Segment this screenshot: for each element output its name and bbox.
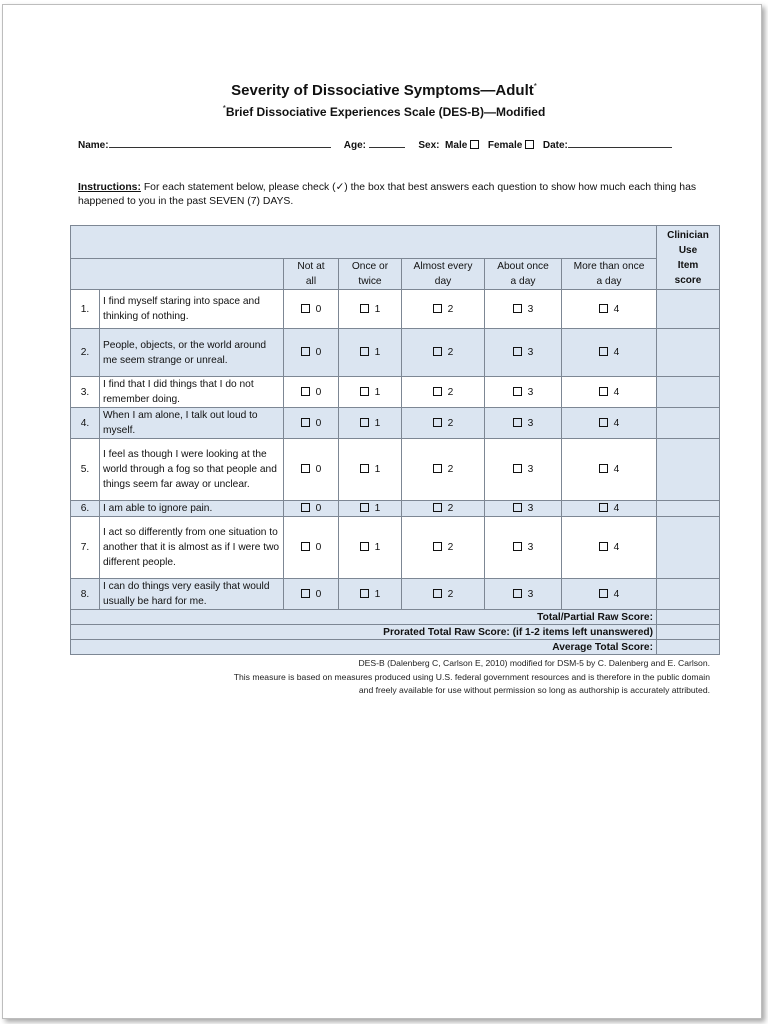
table-row — [71, 501, 720, 517]
clinician-header: Clinician Use Item score — [657, 226, 720, 290]
table-row — [71, 517, 720, 579]
option-value: 2 — [447, 386, 454, 398]
option-value: 3 — [527, 464, 534, 475]
title-footnote-mark: * — [533, 82, 537, 91]
column-header: Almost every day — [402, 259, 485, 290]
option-value: 0 — [315, 347, 322, 358]
option-value: 4 — [613, 303, 620, 315]
female-label: Female — [487, 140, 523, 151]
header-top-band — [71, 226, 657, 259]
item-statement: When I am alone, I talk out loud to myself. — [100, 408, 284, 439]
response-option[interactable] — [485, 377, 562, 408]
checkbox-icon[interactable] — [433, 589, 442, 598]
table-row — [71, 439, 720, 501]
response-option[interactable] — [339, 329, 402, 377]
checkbox-icon[interactable] — [513, 503, 522, 512]
subtitle-footnote-mark: * — [222, 104, 226, 113]
response-option[interactable] — [402, 439, 485, 501]
option-value: 1 — [374, 347, 381, 358]
response-option[interactable] — [485, 329, 562, 377]
item-number: 1. — [71, 290, 100, 329]
score-cell[interactable] — [657, 625, 720, 640]
item-number: 3. — [71, 377, 100, 408]
item-statement: I feel as though I were looking at the world through a fog so that people and things seem far away or unclear. — [100, 439, 284, 501]
response-option[interactable] — [339, 408, 402, 439]
demographics-row — [78, 138, 672, 151]
option-value: 4 — [613, 542, 620, 553]
item-score-cell[interactable] — [657, 408, 720, 439]
checkbox-icon[interactable] — [433, 418, 442, 427]
response-option[interactable] — [339, 439, 402, 501]
instructions — [78, 181, 708, 209]
age-field[interactable] — [369, 138, 405, 148]
checkbox-icon[interactable] — [599, 304, 608, 313]
page-title: Severity of Dissociative Symptoms—Adult* — [231, 82, 537, 99]
checkbox-icon[interactable] — [599, 503, 608, 512]
response-option[interactable] — [485, 439, 562, 501]
table-row — [71, 377, 720, 408]
response-option[interactable] — [485, 579, 562, 610]
item-score-cell[interactable] — [657, 517, 720, 579]
column-header: More than once a day — [562, 259, 657, 290]
option-value: 1 — [374, 417, 381, 429]
credit-line: DES-B (Dalenberg C, Carlson E, 2010) modified for DSM-5 by C. Dalenberg and E. Carlson. — [358, 658, 710, 668]
item-number: 8. — [71, 579, 100, 610]
response-option[interactable] — [562, 501, 657, 517]
age-label: Age: — [343, 140, 367, 151]
checkbox-icon[interactable] — [360, 503, 369, 512]
response-option[interactable] — [562, 290, 657, 329]
response-option[interactable] — [284, 408, 339, 439]
checkbox-icon[interactable] — [360, 387, 369, 396]
option-value: 2 — [447, 542, 454, 553]
response-option[interactable] — [284, 290, 339, 329]
option-value: 3 — [527, 503, 534, 514]
response-option[interactable] — [284, 377, 339, 408]
checkbox-icon[interactable] — [513, 347, 522, 356]
checkbox-icon[interactable] — [360, 589, 369, 598]
option-value: 3 — [527, 542, 534, 553]
item-statement: I find that I did things that I do not remember doing. — [100, 377, 284, 408]
option-value: 1 — [374, 303, 381, 315]
response-option[interactable] — [562, 329, 657, 377]
column-header: Once or twice — [339, 259, 402, 290]
response-option[interactable] — [284, 517, 339, 579]
checkbox-icon[interactable] — [433, 347, 442, 356]
item-number: 2. — [71, 329, 100, 377]
option-value: 2 — [447, 303, 454, 315]
table-row — [71, 329, 720, 377]
response-option[interactable] — [485, 501, 562, 517]
table-row — [71, 290, 720, 329]
item-statement: I am able to ignore pain. — [100, 501, 284, 517]
response-option[interactable] — [339, 517, 402, 579]
item-statement: People, objects, or the world around me seem strange or unreal. — [100, 329, 284, 377]
checkbox-icon[interactable] — [599, 589, 608, 598]
score-cell[interactable] — [657, 640, 720, 655]
option-value: 1 — [374, 386, 381, 398]
item-number: 6. — [71, 501, 100, 517]
option-value: 4 — [613, 347, 620, 358]
item-statement: I find myself staring into space and thinking of nothing. — [100, 290, 284, 329]
name-field[interactable] — [109, 138, 331, 148]
instructions-label: Instructions: — [78, 182, 141, 193]
checkbox-icon[interactable] — [433, 542, 442, 551]
option-value: 1 — [374, 588, 381, 600]
column-header: Not at all — [284, 259, 339, 290]
response-option[interactable] — [284, 501, 339, 517]
credits — [70, 657, 710, 698]
table-row — [71, 579, 720, 610]
option-value: 2 — [447, 588, 454, 600]
option-value: 4 — [613, 588, 620, 600]
checkbox-icon[interactable] — [433, 387, 442, 396]
response-option[interactable] — [339, 579, 402, 610]
checkbox-icon[interactable] — [433, 464, 442, 473]
response-option[interactable] — [402, 501, 485, 517]
response-option[interactable] — [402, 408, 485, 439]
checkbox-icon[interactable] — [433, 304, 442, 313]
item-statement: I act so differently from one situation to another that it is almost as if I were two different people. — [100, 517, 284, 579]
response-option[interactable] — [485, 290, 562, 329]
response-option[interactable] — [339, 290, 402, 329]
statement-header — [71, 259, 284, 290]
item-score-cell[interactable] — [657, 579, 720, 610]
option-value: 3 — [527, 303, 534, 315]
option-value: 0 — [315, 386, 322, 398]
checkbox-icon[interactable] — [513, 589, 522, 598]
option-value: 0 — [315, 542, 322, 553]
checkbox-icon[interactable] — [433, 503, 442, 512]
male-checkbox[interactable] — [470, 140, 479, 149]
checkbox-icon[interactable] — [301, 503, 310, 512]
score-label: Total/Partial Raw Score: — [71, 610, 657, 625]
response-option[interactable] — [402, 290, 485, 329]
response-option[interactable] — [562, 579, 657, 610]
checkbox-icon[interactable] — [301, 304, 310, 313]
option-value: 3 — [527, 588, 534, 600]
item-score-cell[interactable] — [657, 290, 720, 329]
checkbox-icon[interactable] — [513, 418, 522, 427]
response-option[interactable] — [562, 377, 657, 408]
checkbox-icon[interactable] — [301, 387, 310, 396]
checkbox-icon[interactable] — [360, 464, 369, 473]
checkbox-icon[interactable] — [599, 347, 608, 356]
response-option[interactable] — [284, 579, 339, 610]
option-value: 4 — [613, 464, 620, 475]
page-subtitle: *Brief Dissociative Experiences Scale (DES-B)—Modified — [222, 104, 546, 119]
score-label: Average Total Score: — [71, 640, 657, 655]
item-number: 7. — [71, 517, 100, 579]
response-option[interactable] — [284, 329, 339, 377]
checkbox-icon[interactable] — [301, 418, 310, 427]
checkbox-icon[interactable] — [599, 464, 608, 473]
checkbox-icon[interactable] — [301, 464, 310, 473]
item-score-cell[interactable] — [657, 501, 720, 517]
checkbox-icon[interactable] — [360, 347, 369, 356]
response-option[interactable] — [562, 517, 657, 579]
response-option[interactable] — [402, 579, 485, 610]
table-row — [71, 408, 720, 439]
item-score-cell[interactable] — [657, 377, 720, 408]
credit-line: and freely available for use without permission so long as authorship is accurately attributed. — [358, 685, 710, 695]
option-value: 0 — [315, 303, 322, 315]
option-value: 0 — [315, 464, 322, 475]
option-value: 4 — [613, 417, 620, 429]
name-label: Name: — [78, 140, 109, 151]
response-option[interactable] — [402, 377, 485, 408]
instructions-text: For each statement below, please check (✓) the box that best answers each question to show how much each thing has happened to you in the past SEVEN (7) DAYS. — [78, 182, 697, 207]
item-number: 5. — [71, 439, 100, 501]
checkbox-icon[interactable] — [513, 387, 522, 396]
option-value: 1 — [374, 503, 381, 514]
option-value: 4 — [613, 386, 620, 398]
option-value: 3 — [527, 386, 534, 398]
option-value: 4 — [613, 503, 620, 514]
option-value: 3 — [527, 347, 534, 358]
option-value: 2 — [447, 347, 454, 358]
option-value: 1 — [374, 464, 381, 475]
item-number: 4. — [71, 408, 100, 439]
option-value: 2 — [447, 464, 454, 475]
male-label: Male — [445, 140, 468, 151]
response-option[interactable] — [562, 439, 657, 501]
item-statement: I can do things very easily that would usually be hard for me. — [100, 579, 284, 610]
option-value: 0 — [315, 417, 322, 429]
option-value: 0 — [315, 503, 322, 514]
checkbox-icon[interactable] — [599, 387, 608, 396]
response-option[interactable] — [562, 408, 657, 439]
option-value: 3 — [527, 417, 534, 429]
option-value: 0 — [315, 588, 322, 600]
option-value: 1 — [374, 542, 381, 553]
checkbox-icon[interactable] — [301, 589, 310, 598]
checkbox-icon[interactable] — [301, 347, 310, 356]
score-label: Prorated Total Raw Score: (if 1-2 items left unanswered) — [71, 625, 657, 640]
response-option[interactable] — [485, 408, 562, 439]
checkbox-icon[interactable] — [513, 464, 522, 473]
credit-line: This measure is based on measures produced using U.S. federal government resources and is therefore in the public domain — [233, 671, 710, 682]
option-value: 2 — [447, 503, 454, 514]
item-score-cell[interactable] — [657, 439, 720, 501]
female-checkbox[interactable] — [525, 140, 534, 149]
checkbox-icon[interactable] — [301, 542, 310, 551]
checkbox-icon[interactable] — [360, 304, 369, 313]
response-option[interactable] — [339, 377, 402, 408]
response-option[interactable] — [402, 517, 485, 579]
checkbox-icon[interactable] — [599, 542, 608, 551]
item-score-cell[interactable] — [657, 329, 720, 377]
checkbox-icon[interactable] — [599, 418, 608, 427]
checkbox-icon[interactable] — [360, 542, 369, 551]
checkbox-icon[interactable] — [513, 542, 522, 551]
option-value: 2 — [447, 417, 454, 429]
sex-label: Sex: — [418, 140, 440, 151]
checkbox-icon[interactable] — [513, 304, 522, 313]
response-option[interactable] — [339, 501, 402, 517]
column-header: About once a day — [485, 259, 562, 290]
date-field[interactable] — [568, 138, 672, 148]
response-option[interactable] — [485, 517, 562, 579]
response-option[interactable] — [284, 439, 339, 501]
score-cell[interactable] — [657, 610, 720, 625]
response-option[interactable] — [402, 329, 485, 377]
checkbox-icon[interactable] — [360, 418, 369, 427]
date-label: Date: — [542, 140, 568, 151]
symptom-table — [70, 225, 720, 655]
